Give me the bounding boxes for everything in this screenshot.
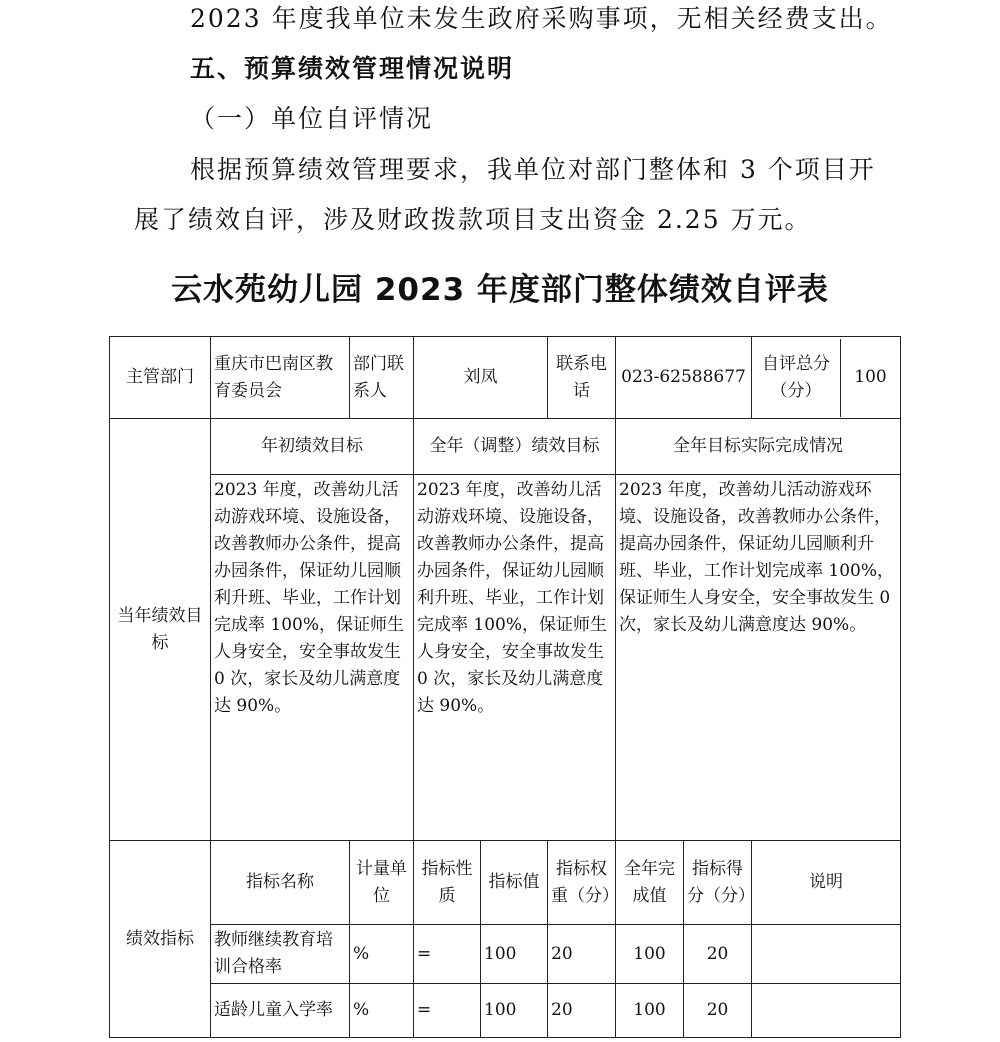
performance-table [109,336,901,1038]
indicator-unit: % [350,984,414,1038]
contact-value: 刘凤 [414,337,548,419]
goal-text-actual: 2023 年度，改善幼儿活动游戏环境、设施设备，改善教师办公条件，提高办园条件，保证幼儿园顺利升班、毕业，工作计划完成率 100%，保证师生人身安全，安全事故发生 0 次，家长及幼儿满意度达 90%。 [616,475,901,841]
indicator-header-completed: 全年完成值 [616,841,684,925]
indicator-header-value: 指标值 [481,841,548,925]
goal-text-initial: 2023 年度，改善幼儿活动游戏环境、设施设备，改善教师办公条件，提高办园条件，保证幼儿园顺利升班、毕业，工作计划完成率 100%，保证师生人身安全，安全事故发生 0 次，家长及幼儿满意度达 90%。 [211,475,414,841]
paragraph-procurement: 2023 年度我单位未发生政府采购事项，无相关经费支出。 [190,4,893,33]
goal-header-initial: 年初绩效目标 [211,419,414,475]
score-value: 100 [854,367,887,387]
indicator-score: 20 [684,984,752,1038]
indicator-name: 教师继续教育培训合格率 [211,925,350,984]
indicator-note [752,925,901,984]
indicator-nature: = [414,925,481,984]
indicator-score: 20 [684,925,752,984]
indicator-header-name: 指标名称 [211,841,350,925]
indicator-value: 100 [481,984,548,1038]
indicator-value: 100 [481,925,548,984]
indicator-nature: = [414,984,481,1038]
score-label: 自评总分（分） [752,339,841,417]
indicator-header-unit: 计量单位 [350,841,414,925]
indicator-header-nature: 指标性质 [414,841,481,925]
phone-label: 联系电话 [548,337,616,419]
dept-value: 重庆市巴南区教育委员会 [211,337,350,419]
indicator-completed: 100 [616,984,684,1038]
section-heading: 五、预算绩效管理情况说明 [190,54,515,83]
indicator-header-note: 说明 [752,841,901,925]
indicator-weight: 20 [548,925,616,984]
indicator-unit: % [350,925,414,984]
goal-header-adjusted: 全年（调整）绩效目标 [414,419,616,475]
indicator-header-weight: 指标权重（分） [548,841,616,925]
phone-value: 023-62588677 [616,337,752,419]
indicator-header-score: 指标得分（分） [684,841,752,925]
goal-header-actual: 全年目标实际完成情况 [616,419,901,475]
contact-label: 部门联系人 [350,337,414,419]
table-row [110,984,901,1038]
paragraph-line-2: 展了绩效自评，涉及财政拨款项目支出资金 2.25 万元。 [134,205,812,234]
table-title: 云水苑幼儿园 2023 年度部门整体绩效自评表 [171,272,829,308]
dept-label: 主管部门 [110,337,211,419]
indicator-note [752,984,901,1038]
table-row [110,925,901,984]
indicator-weight: 20 [548,984,616,1038]
indicator-label: 绩效指标 [110,841,211,1038]
goal-label: 当年绩效目标 [110,419,211,841]
paragraph-line-1: 根据预算绩效管理要求，我单位对部门整体和 3 个项目开 [190,155,876,184]
indicator-completed: 100 [616,925,684,984]
indicator-name: 适龄儿童入学率 [211,984,350,1038]
score-cell [752,337,901,419]
goal-text-adjusted: 2023 年度，改善幼儿活动游戏环境、设施设备，改善教师办公条件，提高办园条件，保证幼儿园顺利升班、毕业，工作计划完成率 100%，保证师生人身安全，安全事故发生 0 次，家长及幼儿满意度达 90%。 [414,475,616,841]
subsection-heading: （一）单位自评情况 [190,104,434,133]
